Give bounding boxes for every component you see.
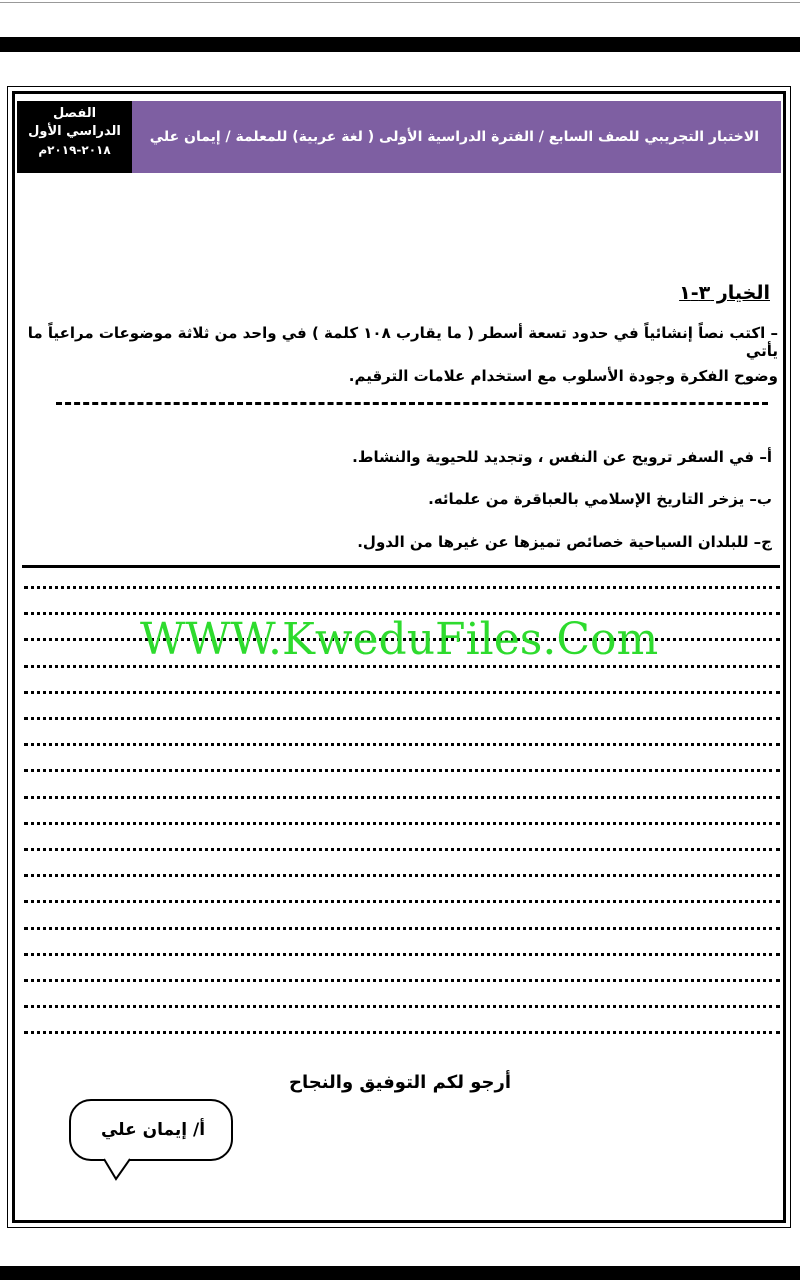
exam-title: الاختبار التجريبي للصف السابع / الفترة الدراسية الأولى ( لغة عربية) للمعلمة / إيمان علي [149, 129, 759, 145]
signature-bubble [69, 1099, 233, 1161]
answer-line [24, 743, 780, 746]
closing-message [0, 1072, 800, 1093]
section-title: الخيار ٣-١ [679, 282, 770, 304]
answer-line [24, 717, 780, 720]
answer-line [24, 586, 780, 589]
answer-line [24, 848, 780, 851]
top-black-band [0, 37, 800, 52]
term-line1: الفصل [52, 106, 97, 121]
answer-line [24, 691, 780, 694]
option-c: ج– للبلدان السياحية خصائص تميزها عن غيرها من الدول. [357, 533, 772, 551]
answer-area-top-rule [22, 565, 780, 568]
signature-text: أ/ إيمان علي [100, 1120, 206, 1140]
answer-line [24, 796, 780, 799]
answer-line [24, 822, 780, 825]
option-b: ب– يزخر التاريخ الإسلامي بالعباقرة من علمائه. [428, 490, 772, 508]
answer-line [24, 874, 780, 877]
watermark: WWW.KweduFiles.Com [140, 614, 659, 665]
speech-bubble-tail-icon [102, 1157, 142, 1183]
term-box [17, 101, 132, 173]
answer-line [24, 953, 780, 956]
top-rule [0, 2, 800, 3]
option-a: أ– في السفر ترويح عن النفس ، وتجديد للحيوية والنشاط. [352, 448, 772, 466]
answer-line [24, 900, 780, 903]
answer-line [24, 1031, 780, 1034]
dashed-separator [56, 402, 768, 405]
exam-title-banner [132, 101, 781, 173]
answer-line [24, 979, 780, 982]
answer-line [24, 769, 780, 772]
exam-header [17, 101, 781, 173]
answer-line [24, 665, 780, 668]
instruction-line-2: وضوح الفكرة وجودة الأسلوب مع استخدام علامات الترقيم. [348, 367, 778, 385]
term-year: ٢٠١٨-٢٠١٩م [38, 143, 111, 157]
instruction-line-1: – اكتب نصاً إنشائياً في حدود تسعة أسطر ( ما يقارب ١٠٨ كلمة ) في واحد من ثلاثة موضوعات مراعياً ما يأتي [27, 324, 778, 360]
bottom-black-band [0, 1266, 800, 1280]
answer-line [24, 1005, 780, 1008]
closing-text: أرجو لكم التوفيق والنجاح [288, 1072, 512, 1093]
term-line2: الدراسي الأول [28, 124, 121, 139]
answer-line [24, 927, 780, 930]
